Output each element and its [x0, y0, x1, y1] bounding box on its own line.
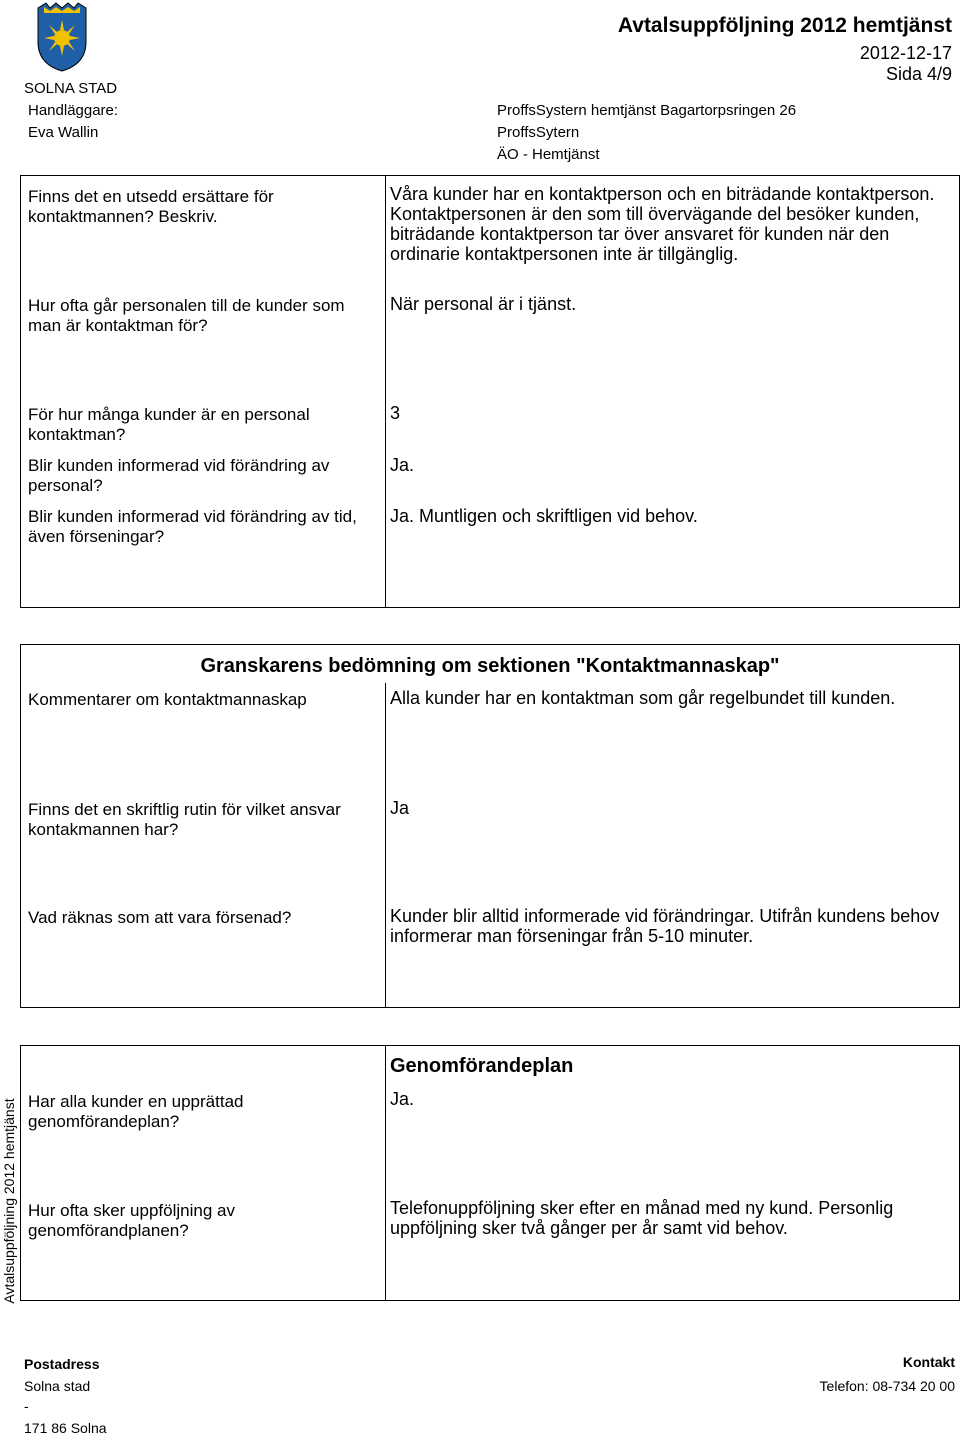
section-heading-genomforandeplan: Genomförandeplan	[390, 1055, 574, 1077]
solna-crest-logo	[36, 2, 88, 72]
question-ersattare: Finns det en utsedd ersättare för kontaktmannen? Beskriv.	[28, 187, 274, 226]
side-label-vertical: Avtalsuppföljning 2012 hemtjänst	[1, 1098, 17, 1304]
document-title: Avtalsuppföljning 2012 hemtjänst	[617, 14, 952, 37]
answer-forandring-tid: Ja. Muntligen och skriftligen vid behov.	[390, 506, 698, 526]
answer-besoksfrekvens: När personal är i tjänst.	[390, 294, 577, 314]
question-uppfoljning: Hur ofta sker uppföljning av genomförandplanen?	[28, 1201, 235, 1240]
footer-kontakt-phone: Telefon: 08-734 20 00	[819, 1378, 955, 1394]
answer-forsenad: Kunder blir alltid informerade vid förändringar. Utifrån kundens behov informerar man förseningar från 5-10 minuter.	[390, 906, 940, 946]
provider-unit: ÄO - Hemtjänst	[497, 146, 600, 163]
question-forandring-tid: Blir kunden informerad vid förändring av tid, även förseningar?	[28, 507, 357, 546]
document-date: 2012-12-17	[859, 43, 952, 63]
question-kommentarer: Kommentarer om kontaktmannaskap	[28, 690, 307, 709]
column-divider	[385, 176, 386, 607]
footer-kontakt-label: Kontakt	[902, 1354, 955, 1370]
footer-postadress-line1: Solna stad	[24, 1378, 91, 1394]
footer-postadress-line3: 171 86 Solna	[24, 1420, 107, 1436]
footer-postadress-line2: -	[24, 1398, 29, 1414]
section-heading-granskare: Granskarens bedömning om sektionen "Kontaktmannaskap"	[200, 655, 780, 677]
footer-postadress-label: Postadress	[24, 1356, 100, 1372]
question-antal-kunder: För hur många kunder är en personal kontaktman?	[28, 405, 310, 444]
answer-kommentarer: Alla kunder har en kontaktman som går regelbundet till kunden.	[390, 688, 896, 708]
answer-forandring-personal: Ja.	[390, 455, 415, 475]
answer-upprattad-plan: Ja.	[390, 1089, 415, 1109]
question-skriftlig-rutin: Finns det en skriftlig rutin för vilket ansvar kontakmannen har?	[28, 800, 341, 839]
answer-ersattare: Våra kunder har en kontaktperson och en biträdande kontaktperson. Kontaktpersonen är den som till övervägande del besöker kunden, biträdande kontaktperson tar över ansvaret för kunden när den ordinarie kontaktpersonen inte är tillgänglig.	[390, 184, 935, 264]
column-divider	[385, 683, 386, 1007]
question-forandring-personal: Blir kunden informerad vid förändring av personal?	[28, 456, 330, 495]
answer-skriftlig-rutin: Ja	[390, 798, 410, 818]
question-forsenad: Vad räknas som att vara försenad?	[28, 908, 292, 927]
page-number: Sida 4/9	[885, 64, 952, 84]
provider-address: ProffsSystern hemtjänst Bagartorpsringen 26	[497, 102, 797, 119]
question-upprattad-plan: Har alla kunder en upprättad genomförandeplan?	[28, 1092, 244, 1131]
handlaggare-name: Eva Wallin	[28, 124, 99, 141]
answer-uppfoljning: Telefonuppföljning sker efter en månad med ny kund. Personlig uppföljning sker två gånger per år samt vid behov.	[390, 1198, 894, 1238]
column-divider	[385, 1046, 386, 1300]
section-genomforandeplan-table	[20, 1045, 960, 1301]
question-besoksfrekvens: Hur ofta går personalen till de kunder som man är kontaktman för?	[28, 296, 345, 335]
provider-name: ProffsSytern	[497, 124, 580, 141]
org-name: SOLNA STAD	[24, 80, 118, 97]
handlaggare-label: Handläggare:	[28, 102, 119, 119]
answer-antal-kunder: 3	[390, 403, 401, 423]
